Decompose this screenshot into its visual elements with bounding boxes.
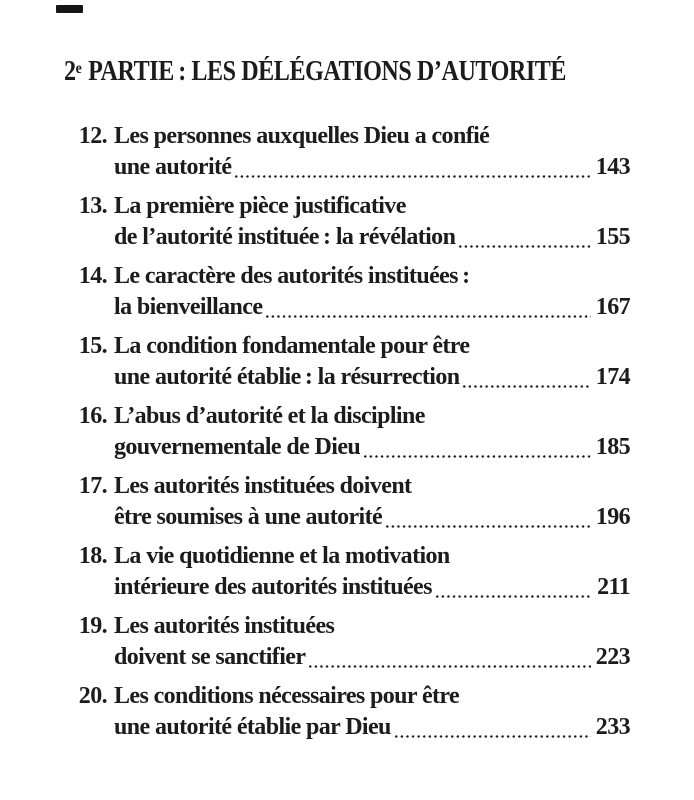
toc-entry	[73, 401, 630, 463]
part-number: 2	[64, 56, 76, 87]
chapter-title-line2: une autorité établie : la résurrection	[114, 364, 460, 390]
dot-leader	[463, 362, 590, 393]
page-number: 223	[595, 644, 630, 670]
part-heading	[64, 56, 566, 88]
dot-leader	[395, 712, 591, 743]
chapter-title-line1: L’abus d’autorité et la discipline	[114, 403, 425, 429]
chapter-entry-body	[114, 331, 630, 393]
dot-leader	[364, 432, 591, 463]
chapter-entry-line2	[114, 222, 630, 253]
dot-leader	[459, 222, 590, 253]
chapter-number: 15.	[78, 333, 107, 359]
chapter-entry-body	[114, 681, 630, 743]
page-number: 143	[595, 154, 630, 180]
chapter-title-line2: une autorité établie par Dieu	[114, 714, 391, 740]
chapter-title-line2: gouvernementale de Dieu	[114, 434, 361, 460]
part-number-ordinal: e	[75, 59, 82, 78]
chapter-title-line1: Le caractère des autorités instituées :	[114, 263, 470, 289]
page-number: 196	[595, 504, 630, 530]
dot-leader	[309, 642, 590, 673]
chapter-number: 20.	[78, 683, 107, 709]
page-number: 155	[595, 224, 630, 250]
toc-entry	[73, 191, 630, 253]
chapter-entry-line2	[114, 362, 630, 393]
chapter-entry-line2	[114, 572, 630, 603]
page-number: 167	[595, 294, 630, 320]
toc-entry	[73, 611, 630, 673]
chapter-entry-line2	[114, 432, 630, 463]
chapter-title-line1: Les autorités instituées	[114, 613, 335, 639]
page-number: 185	[595, 434, 630, 460]
dot-leader	[386, 502, 591, 533]
dot-leader	[235, 152, 590, 183]
chapter-title-line1: La première pièce justificative	[114, 193, 406, 219]
chapter-entry-line2	[114, 292, 630, 323]
chapter-entry-line2	[114, 642, 630, 673]
chapter-entry-body	[114, 261, 630, 323]
toc-list	[73, 121, 630, 751]
chapter-entry-body	[114, 121, 630, 183]
chapter-entry-body	[114, 471, 630, 533]
chapter-title-line1: La condition fondamentale pour être	[114, 333, 470, 359]
chapter-entry-line2	[114, 152, 630, 183]
chapter-title-line2: de l’autorité instituée : la révélation	[114, 224, 456, 250]
toc-entry	[73, 261, 630, 323]
toc-entry	[73, 541, 630, 603]
chapter-entry-line2	[114, 502, 630, 533]
toc-entry	[73, 121, 630, 183]
chapter-entry-body	[114, 541, 630, 603]
part-heading-text: PARTIE : LES DÉLÉGATIONS D’AUTORITÉ	[88, 56, 567, 87]
page-number: 233	[595, 714, 630, 740]
chapter-number: 16.	[78, 403, 107, 429]
chapter-title-line2: une autorité	[114, 154, 232, 180]
chapter-entry-body	[114, 191, 630, 253]
chapter-title-line1: Les conditions nécessaires pour être	[114, 683, 460, 709]
chapter-title-line2: intérieure des autorités instituées	[114, 574, 432, 600]
page-number: 174	[595, 364, 630, 390]
chapter-number: 18.	[78, 543, 107, 569]
toc-entry	[73, 331, 630, 393]
chapter-number: 17.	[78, 473, 107, 499]
chapter-number: 13.	[78, 193, 107, 219]
toc-entry	[73, 681, 630, 743]
chapter-title-line1: La vie quotidienne et la motivation	[114, 543, 450, 569]
chapter-title-line2: la bienveillance	[114, 294, 263, 320]
chapter-title-line1: Les autorités instituées doivent	[114, 473, 412, 499]
chapter-number: 19.	[78, 613, 107, 639]
chapter-entry-body	[114, 401, 630, 463]
chapter-title-line1: Les personnes auxquelles Dieu a confié	[114, 123, 490, 149]
dot-leader	[436, 572, 592, 603]
chapter-title-line2: être soumises à une autorité	[114, 504, 383, 530]
dot-leader	[266, 292, 590, 323]
scan-ink-mark	[56, 5, 83, 13]
chapter-number: 12.	[78, 123, 107, 149]
page-number: 211	[597, 574, 630, 600]
chapter-title-line2: doivent se sanctifier	[114, 644, 306, 670]
chapter-entry-line2	[114, 712, 630, 743]
chapter-number: 14.	[78, 263, 107, 289]
toc-entry	[73, 471, 630, 533]
chapter-entry-body	[114, 611, 630, 673]
